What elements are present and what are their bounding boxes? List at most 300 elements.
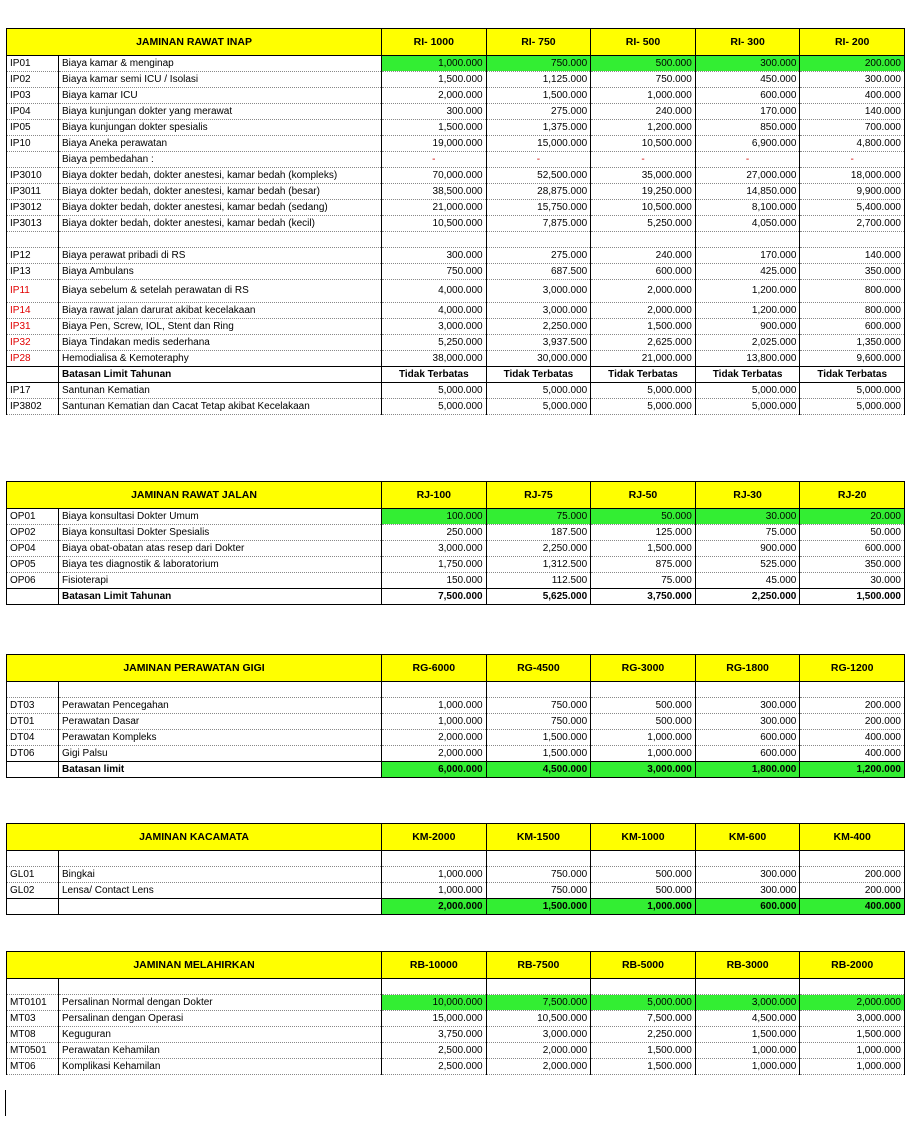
table-row [7,746,905,762]
benefit-code: DT03 [7,698,59,714]
benefit-value: 1,200.000 [591,120,696,136]
benefit-code: MT0101 [7,995,59,1011]
table-row [7,698,905,714]
benefit-value: 1,000.000 [382,714,487,730]
benefit-value: Tidak Terbatas [800,367,905,383]
table-row [7,264,905,280]
benefit-value: 1,000.000 [382,883,487,899]
plan-header: RJ-50 [591,482,696,509]
benefit-value: 400.000 [800,730,905,746]
section-rawat-jalan [6,481,904,605]
benefit-value: 750.000 [382,264,487,280]
benefit-value: 5,000.000 [591,399,696,415]
benefit-value: Tidak Terbatas [695,367,800,383]
table-row [7,303,905,319]
benefit-value: 300.000 [695,883,800,899]
table-row [7,104,905,120]
benefit-value: - [486,152,591,168]
benefit-code: IP11 [7,280,59,303]
benefit-value: 6,000.000 [382,762,487,778]
benefit-value: 600.000 [695,899,800,915]
plan-header: RI- 300 [695,29,800,56]
benefit-value: 4,000.000 [382,303,487,319]
benefit-description: Perawatan Kehamilan [59,1043,382,1059]
benefit-value: 13,800.000 [695,351,800,367]
benefit-value: 900.000 [695,319,800,335]
benefit-value: 2,000.000 [486,1059,591,1075]
benefit-code [7,682,59,698]
benefit-code: IP14 [7,303,59,319]
benefit-value: 75.000 [591,573,696,589]
benefit-description: Biaya dokter bedah, dokter anestesi, kamar bedah (kecil) [59,216,382,232]
benefit-value: - [591,152,696,168]
benefit-description: Santunan Kematian [59,383,382,399]
table-row [7,136,905,152]
benefit-value: 3,000.000 [486,1027,591,1043]
benefit-value: 50.000 [591,509,696,525]
benefit-value: 4,500.000 [486,762,591,778]
benefit-code: IP31 [7,319,59,335]
benefit-value: 5,000.000 [800,383,905,399]
plan-header: KM-600 [695,824,800,851]
table-row [7,367,905,383]
benefit-value: 5,250.000 [382,335,487,351]
benefit-code: MT08 [7,1027,59,1043]
section-kacamata [6,823,904,915]
table-row [7,509,905,525]
benefit-value: 500.000 [591,56,696,72]
benefit-value: 2,700.000 [800,216,905,232]
benefit-value: 600.000 [695,730,800,746]
table-row [7,72,905,88]
benefit-value: - [800,152,905,168]
benefit-value: 350.000 [800,557,905,573]
benefit-value: 140.000 [800,248,905,264]
benefit-value: Tidak Terbatas [591,367,696,383]
benefit-value: 200.000 [800,714,905,730]
benefit-value: 300.000 [695,56,800,72]
benefit-description [59,979,382,995]
benefit-value [695,851,800,867]
benefit-code: IP3012 [7,200,59,216]
sheet-edge [5,1090,6,1116]
table-row [7,762,905,778]
plan-header: RI- 500 [591,29,696,56]
benefit-description: Biaya tes diagnostik & laboratorium [59,557,382,573]
benefit-value: 125.000 [591,525,696,541]
benefit-value: 5,000.000 [591,383,696,399]
benefit-description: Biaya perawat pribadi di RS [59,248,382,264]
benefit-code: MT03 [7,1011,59,1027]
benefit-value: 425.000 [695,264,800,280]
benefit-value: 10,500.000 [382,216,487,232]
benefit-value: 170.000 [695,104,800,120]
benefit-value: 1,500.000 [382,120,487,136]
benefit-code: IP17 [7,383,59,399]
benefit-value: 170.000 [695,248,800,264]
plan-header: RG-4500 [486,655,591,682]
plan-header: RI- 200 [800,29,905,56]
benefit-value: 1,000.000 [695,1059,800,1075]
benefit-value: 687.500 [486,264,591,280]
benefit-value: 2,250.000 [486,319,591,335]
benefit-value: 1,000.000 [591,730,696,746]
plan-header: RI- 1000 [382,29,487,56]
benefit-value: 5,625.000 [486,589,591,605]
benefit-value: 200.000 [800,867,905,883]
benefit-description: Biaya obat-obatan atas resep dari Dokter [59,541,382,557]
benefit-value: 75.000 [486,509,591,525]
benefit-code: DT04 [7,730,59,746]
benefit-table [6,481,905,605]
benefit-value: 5,250.000 [591,216,696,232]
benefit-description: Keguguran [59,1027,382,1043]
benefit-code: IP3802 [7,399,59,415]
benefit-value: 3,750.000 [591,589,696,605]
benefit-code: IP04 [7,104,59,120]
benefit-value: 2,500.000 [382,1043,487,1059]
benefit-value: 525.000 [695,557,800,573]
benefit-value: 1,000.000 [591,88,696,104]
benefit-value: 1,500.000 [486,730,591,746]
benefit-value: 112.500 [486,573,591,589]
benefit-code [7,851,59,867]
benefit-value: 200.000 [800,698,905,714]
plan-header: RB-2000 [800,952,905,979]
benefit-value: 300.000 [382,104,487,120]
section-title: JAMINAN KACAMATA [7,824,382,851]
table-row [7,589,905,605]
benefit-value: 2,000.000 [382,899,487,915]
benefit-description: Biaya Ambulans [59,264,382,280]
benefit-value: 2,000.000 [382,746,487,762]
benefit-description: Komplikasi Kehamilan [59,1059,382,1075]
benefit-code: GL02 [7,883,59,899]
table-row [7,1059,905,1075]
benefit-value: Tidak Terbatas [486,367,591,383]
table-row [7,216,905,232]
benefit-code: IP12 [7,248,59,264]
plan-header: KM-1500 [486,824,591,851]
table-header-row [7,824,905,851]
benefit-value: 30,000.000 [486,351,591,367]
benefit-value: 1,500.000 [591,1043,696,1059]
benefit-description: Hemodialisa & Kemoteraphy [59,351,382,367]
benefit-code: OP04 [7,541,59,557]
benefit-value: 3,000.000 [382,319,487,335]
benefit-description: Gigi Palsu [59,746,382,762]
benefit-description: Batasan limit [59,762,382,778]
benefit-value: 10,500.000 [591,136,696,152]
benefit-value [591,979,696,995]
benefit-description: Biaya Pen, Screw, IOL, Stent dan Ring [59,319,382,335]
benefit-value: 5,000.000 [695,399,800,415]
benefit-value: 400.000 [800,746,905,762]
table-row [7,730,905,746]
benefit-value: 5,000.000 [486,383,591,399]
benefit-description: Biaya kunjungan dokter spesialis [59,120,382,136]
table-row [7,56,905,72]
benefit-value: 4,000.000 [382,280,487,303]
plan-header: RJ-100 [382,482,487,509]
benefit-value: 7,500.000 [591,1011,696,1027]
benefit-description: Biaya kamar semi ICU / Isolasi [59,72,382,88]
benefit-value [382,682,487,698]
benefit-code: IP02 [7,72,59,88]
benefit-description: Biaya Tindakan medis sederhana [59,335,382,351]
benefit-description: Biaya kamar & menginap [59,56,382,72]
benefit-code: MT0501 [7,1043,59,1059]
benefit-value: 5,000.000 [591,995,696,1011]
benefit-value: 2,000.000 [382,88,487,104]
benefit-description [59,682,382,698]
benefit-value: 2,000.000 [486,1043,591,1059]
table-row [7,319,905,335]
benefit-value: 240.000 [591,248,696,264]
benefit-value: 2,250.000 [695,589,800,605]
benefit-value [486,232,591,248]
benefit-value: 450.000 [695,72,800,88]
benefit-description [59,232,382,248]
benefit-value: 75.000 [695,525,800,541]
benefit-value: 4,800.000 [800,136,905,152]
plan-header: KM-1000 [591,824,696,851]
plan-header: RB-7500 [486,952,591,979]
benefit-value: 1,000.000 [382,867,487,883]
benefit-table [6,951,905,1075]
table-row [7,399,905,415]
benefit-value: 9,600.000 [800,351,905,367]
benefit-value: 600.000 [695,88,800,104]
benefit-value: 400.000 [800,88,905,104]
benefit-value: 1,500.000 [591,541,696,557]
benefit-value: 300.000 [695,714,800,730]
benefit-value: 9,900.000 [800,184,905,200]
plan-header: RB-10000 [382,952,487,979]
benefit-description: Biaya kamar ICU [59,88,382,104]
benefit-value: 2,025.000 [695,335,800,351]
benefit-value: 3,000.000 [591,762,696,778]
benefit-description: Biaya konsultasi Dokter Spesialis [59,525,382,541]
plan-header: RJ-75 [486,482,591,509]
table-row [7,351,905,367]
benefit-value: 1,750.000 [382,557,487,573]
benefit-value: 1,000.000 [382,698,487,714]
benefit-code: IP3013 [7,216,59,232]
benefit-value: 300.000 [382,248,487,264]
benefit-value [800,979,905,995]
benefit-value: 19,000.000 [382,136,487,152]
table-row [7,88,905,104]
table-header-row [7,952,905,979]
benefit-value: 1,375.000 [486,120,591,136]
benefit-value: 1,000.000 [591,899,696,915]
benefit-value: 1,200.000 [695,280,800,303]
benefit-value: 3,000.000 [382,541,487,557]
section-title: JAMINAN PERAWATAN GIGI [7,655,382,682]
benefit-code [7,589,59,605]
benefit-code: OP05 [7,557,59,573]
benefit-value: 15,000.000 [382,1011,487,1027]
benefit-table [6,28,905,415]
benefit-value: 50.000 [800,525,905,541]
benefit-value: 850.000 [695,120,800,136]
benefit-value: 52,500.000 [486,168,591,184]
table-row [7,280,905,303]
benefit-code: DT01 [7,714,59,730]
benefit-value: 7,500.000 [382,589,487,605]
benefit-value [800,682,905,698]
benefit-description: Biaya pembedahan : [59,152,382,168]
plan-header: RB-3000 [695,952,800,979]
benefit-code [7,367,59,383]
benefit-value: 1,000.000 [800,1059,905,1075]
benefit-code [7,152,59,168]
section-title: JAMINAN RAWAT JALAN [7,482,382,509]
table-header-row [7,482,905,509]
table-row [7,557,905,573]
benefit-value: 1,500.000 [800,1027,905,1043]
benefit-value: 750.000 [486,883,591,899]
benefit-value: 1,000.000 [591,746,696,762]
benefit-value: 1,800.000 [695,762,800,778]
table-row [7,248,905,264]
benefit-description: Biaya dokter bedah, dokter anestesi, kamar bedah (sedang) [59,200,382,216]
table-row [7,682,905,698]
benefit-description: Batasan Limit Tahunan [59,589,382,605]
benefit-code [7,979,59,995]
benefit-value: 300.000 [800,72,905,88]
benefit-value: 1,350.000 [800,335,905,351]
plan-header: RG-6000 [382,655,487,682]
benefit-code: OP06 [7,573,59,589]
table-row [7,851,905,867]
table-row [7,200,905,216]
benefit-value [382,232,487,248]
benefit-value: 750.000 [591,72,696,88]
benefit-description: Persalinan dengan Operasi [59,1011,382,1027]
benefit-description: Lensa/ Contact Lens [59,883,382,899]
benefit-value: 1,000.000 [695,1043,800,1059]
benefit-value: 800.000 [800,303,905,319]
benefit-value: 2,500.000 [382,1059,487,1075]
benefit-value: 1,500.000 [695,1027,800,1043]
benefit-value: 5,000.000 [695,383,800,399]
benefit-value: 21,000.000 [382,200,487,216]
section-title: JAMINAN MELAHIRKAN [7,952,382,979]
benefit-code: IP01 [7,56,59,72]
benefit-value: 7,875.000 [486,216,591,232]
section-melahirkan [6,951,904,1075]
plan-header: RJ-30 [695,482,800,509]
plan-header: RJ-20 [800,482,905,509]
table-row [7,1011,905,1027]
benefit-value: 19,250.000 [591,184,696,200]
benefit-value: - [695,152,800,168]
benefit-value: 240.000 [591,104,696,120]
benefit-value: 500.000 [591,698,696,714]
benefit-value: 150.000 [382,573,487,589]
benefit-value: 3,000.000 [486,303,591,319]
benefit-description: Biaya rawat jalan darurat akibat kecelakaan [59,303,382,319]
benefit-value: 750.000 [486,56,591,72]
benefit-code: IP3011 [7,184,59,200]
benefit-value: 700.000 [800,120,905,136]
benefit-value: 5,400.000 [800,200,905,216]
benefit-value: 4,500.000 [695,1011,800,1027]
benefit-value: 500.000 [591,867,696,883]
benefit-value: 1,500.000 [591,319,696,335]
table-row [7,541,905,557]
table-row [7,995,905,1011]
benefit-value: 600.000 [800,319,905,335]
table-row [7,883,905,899]
benefit-code: IP3010 [7,168,59,184]
benefit-value [800,851,905,867]
plan-header: RB-5000 [591,952,696,979]
benefit-value: 2,625.000 [591,335,696,351]
benefit-table [6,823,905,915]
benefit-value: 1,312.500 [486,557,591,573]
benefit-value: 35,000.000 [591,168,696,184]
table-header-row [7,655,905,682]
benefit-description: Batasan Limit Tahunan [59,367,382,383]
table-row [7,335,905,351]
benefit-value: 1,500.000 [486,88,591,104]
benefit-value: 38,500.000 [382,184,487,200]
benefit-value: 1,500.000 [800,589,905,605]
benefit-value: 30.000 [695,509,800,525]
benefit-code: IP03 [7,88,59,104]
benefit-value [695,682,800,698]
benefit-value: 10,500.000 [591,200,696,216]
benefit-value: 3,000.000 [486,280,591,303]
benefit-value: 1,200.000 [695,303,800,319]
benefit-value: 750.000 [486,867,591,883]
benefit-value [486,851,591,867]
benefit-value: 200.000 [800,56,905,72]
benefit-value: 750.000 [486,698,591,714]
benefit-value: 3,937.500 [486,335,591,351]
table-row [7,383,905,399]
benefit-description: Biaya Aneka perawatan [59,136,382,152]
benefit-value: 350.000 [800,264,905,280]
table-header-row [7,29,905,56]
benefit-description: Perawatan Kompleks [59,730,382,746]
benefit-code: DT06 [7,746,59,762]
benefit-code: IP32 [7,335,59,351]
benefit-table [6,654,905,778]
benefit-code [7,762,59,778]
benefit-value: 6,900.000 [695,136,800,152]
benefit-value: 250.000 [382,525,487,541]
benefit-description: Perawatan Dasar [59,714,382,730]
plan-header: KM-2000 [382,824,487,851]
table-row [7,714,905,730]
benefit-value: 8,100.000 [695,200,800,216]
benefit-value: Tidak Terbatas [382,367,487,383]
benefit-code: IP28 [7,351,59,367]
benefit-description: Persalinan Normal dengan Dokter [59,995,382,1011]
section-perawatan-gigi [6,654,904,778]
table-row [7,573,905,589]
benefit-description: Bingkai [59,867,382,883]
section-title: JAMINAN RAWAT INAP [7,29,382,56]
benefit-value [695,979,800,995]
benefit-value: 1,125.000 [486,72,591,88]
benefit-description [59,851,382,867]
benefit-value: 21,000.000 [591,351,696,367]
